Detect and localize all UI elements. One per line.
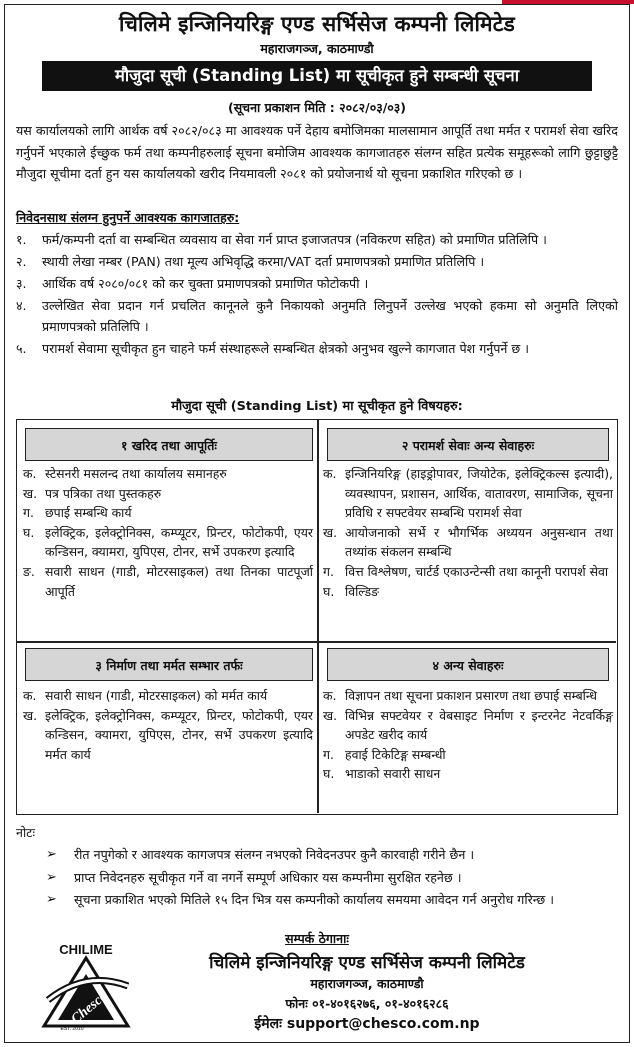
standing-list-table — [16, 419, 618, 815]
list-item — [23, 562, 313, 601]
item-text: उल्लेखित सेवा प्रदान गर्न प्रचलित कानूनले कुनै निकायको अनुमति लिनुपर्ने उल्लेख भएको हकमा सो अनुमति लिएको प्रमाणपत्रको प्रतिलिपि । — [42, 298, 618, 334]
logo-brand: Chesco — [68, 988, 111, 1028]
list-item — [323, 764, 613, 784]
note-text: रीत नपुगेको र आवश्यक कागजपत्र संलग्न नभएको निवेदनउपर कुनै कारवाही गरीने छैन । — [74, 847, 475, 862]
list-item — [323, 523, 613, 562]
group-1-header: १ खरिद तथा आपूर्तिः — [25, 428, 313, 461]
arrow-bullet-icon: ➢ — [46, 847, 57, 862]
list-item — [23, 484, 313, 504]
table-divider-vertical — [317, 420, 319, 813]
item-key: घ. — [323, 583, 335, 599]
publication-date: (सूचना प्रकाशन मिति : २०८२/०३/०३) — [228, 100, 406, 115]
list-item — [323, 706, 613, 745]
list-item — [46, 890, 618, 911]
item-text: परामर्श सेवामा सूचीकृत हुन चाहने फर्म संस्थाहरूले सम्बन्धित क्षेत्रको अनुभव खुल्ने कागजात पेश गर्नुपर्ने छ । — [42, 341, 530, 356]
item-text: छपाई सम्बन्धि कार्य — [45, 505, 132, 521]
item-text: सवारी साधन (गाडी, मोटरसाइकल) को मर्मत कार्य — [45, 688, 268, 703]
group-3-header: ३ निर्माण तथा मर्मत सम्भार तर्फः — [25, 648, 313, 681]
item-key: घ. — [323, 766, 335, 782]
item-number: ५. — [16, 341, 27, 356]
item-key: क. — [323, 466, 337, 481]
list-item — [16, 338, 618, 359]
contact-heading: सम्पर्क ठेगानाः — [285, 931, 349, 946]
contact-phone: फोनः ०१-४०१६२७६, ०१-४०१६२८६ — [285, 996, 449, 1011]
item-text: स्थायी लेखा नम्बर (PAN) तथा मूल्य अभिवृद्धि करमा/VAT दर्ता प्रमाणपत्रको प्रमाणित प्रतिलिपि । — [42, 254, 485, 269]
item-text: इन्जिनियरिङ्ग (हाइड्रोपावर, जियोटेक, इलेक्ट्रिकल्स इत्यादी), व्यवस्थापन, प्रशासन, आर्थिक, वातावरण, सामाजिक, सूचना प्रविधि र सफ्टवेयर सम्बन्धि परामर्श सेवा — [345, 466, 613, 521]
item-key: ख. — [323, 524, 338, 540]
logo-name: CHILIME — [59, 942, 113, 957]
item-key: ख. — [23, 485, 38, 501]
arrow-bullet-icon: ➢ — [46, 892, 57, 907]
item-text: विज्ञापन तथा सूचना प्रकाशन प्रसारण तथा छपाई सम्बन्धि — [345, 688, 597, 703]
item-number: ३. — [16, 276, 27, 291]
list-item — [23, 706, 313, 765]
contact-company: चिलिमे इन्जिनियरिङ्ग एण्ड सर्भिसेज कम्पनी लिमिटेड — [209, 953, 525, 973]
item-key: ग. — [323, 563, 334, 579]
item-key: क. — [23, 466, 37, 481]
item-number: १. — [16, 232, 27, 247]
contact-email: ईमेलः support@chesco.com.np — [254, 1016, 480, 1032]
chesco-logo-icon — [40, 940, 132, 1032]
intro-paragraph: यस कार्यालयको लागि आर्थक वर्ष २०८२/०८३ मा आवश्यक पर्ने देहाय बमोजिमका मालसामान आपूर्ति तथा मर्मत र परामर्श सेवा खरिद गर्नुपर्ने भएकाले ईच्छुक फर्म तथा कम्पनीहरुलाई सूचना बमोजिम आवश्यक कागजातहरु संलग्न सहित प्रत्येक समूहरूको लागि छुट्टाछुट्टै मौजुदा सूचीमा दर्ता हुन यस कार्यालयको खरीद नियमावली २०८१ को प्रयोजनार्थ यो सूचना प्रकाशित गरिएको छ । — [16, 123, 618, 181]
item-text: विल्डिङ — [345, 583, 380, 599]
list-item — [16, 251, 618, 272]
list-item — [16, 229, 618, 250]
arrow-bullet-icon: ➢ — [46, 869, 57, 885]
item-text: आर्थिक वर्ष २०८०/०८१ को कर चुक्ता प्रमाणपत्रको प्रमाणित फोटोकपी । — [42, 276, 369, 291]
group-4-header: ४ अन्य सेवाहरुः — [327, 648, 609, 681]
item-number: ४. — [16, 298, 27, 313]
notice-banner: मौजुदा सूची (Standing List) मा सूचीकृत हुने सम्बन्धी सूचना — [42, 61, 592, 91]
company-address: महाराजगञ्ज, काठमाण्डौ — [260, 41, 374, 56]
list-item — [23, 523, 313, 562]
item-key: ग. — [23, 505, 34, 521]
note-text: सूचना प्रकाशित भएको मितिले १५ दिन भित्र यस कम्पनीको कार्यालय समयमा आवेदन गर्न अनुरोध गरिन्छ । — [74, 892, 554, 907]
item-text: पत्र पत्रिका तथा पुस्तकहरु — [45, 485, 162, 501]
logo-est: EST. 2010 — [60, 1026, 84, 1032]
chesco-logo — [40, 940, 132, 1032]
list-item — [323, 562, 613, 582]
notes-list — [46, 845, 618, 913]
contact-address: महाराजगञ्ज, काठमाण्डौ — [310, 976, 424, 991]
requirements-heading: निवेदनसाथ संलग्न हुनुपर्ने आवश्यक कागजातहरु: — [16, 210, 240, 225]
item-text: इलेक्ट्रिक, इलेक्ट्रोनिक्स, कम्प्यूटर, प्रिन्टर, फोटोकपी, एयर कन्डिसन, क्यामरा, युपिएस, टोनर, सर्भे उपकरण इत्यादि मर्मत कार्य — [45, 707, 313, 762]
item-text: इलेक्ट्रिक, इलेक्ट्रोनिक्स, कम्प्यूटर, प्रिन्टर, फोटोकपी, एयर कन्डिसन, क्यामरा, युपिएस, टोनर, सर्भे उपकरण इत्यादि — [45, 524, 313, 560]
list-item — [23, 503, 313, 523]
item-text: स्टेसनरी मसलन्द तथा कार्यालय समानहरु — [45, 466, 227, 481]
item-text: फर्म/कम्पनी दर्ता वा सम्बन्धित व्यवसाय वा सेवा गर्न प्राप्त इजाजतपत्र (नविकरण सहित) को प्रमाणित प्रतिलिपि । — [42, 232, 547, 247]
list-item — [23, 464, 313, 484]
item-text: विभिन्न सफ्टवेयर र वेबसाइट निर्माण र इन्टरनेट नेटवर्किङ्ग अपडेट खरीद कार्य — [345, 707, 613, 743]
item-number: २. — [16, 254, 27, 269]
item-key: ख. — [323, 707, 338, 723]
item-text: आयोजनाको सर्भे र भौगर्भिक अध्ययन अनुसन्धान तथा तथ्यांक संकलन सम्बन्धि — [345, 524, 613, 560]
group-2-body — [323, 464, 613, 601]
list-item — [323, 745, 613, 765]
item-key: ग. — [323, 746, 334, 762]
item-key: ङ. — [23, 563, 35, 579]
list-item — [46, 845, 618, 866]
list-item — [16, 295, 618, 337]
group-4-body — [323, 686, 613, 784]
list-item — [323, 582, 613, 602]
list-item — [16, 273, 618, 294]
item-text: सवारी साधन (गाडी, मोटरसाइकल) तथा तिनका पाटपूर्जा आपूर्ति — [45, 563, 313, 599]
item-text: वित्त विश्लेषण, चार्टर्ड एकाउन्टेन्सी तथा कानूनी परापर्श सेवा — [345, 563, 609, 579]
item-key: क. — [23, 688, 37, 703]
list-item — [323, 464, 613, 523]
note-text: प्राप्त निवेदनहरु सूचीकृत गर्ने वा नगर्ने सम्पूर्ण अधिकार यस कम्पनीमा सुरक्षित रहनेछ । — [74, 869, 462, 885]
item-text: हवाई टिकेटिङ्ग सम्बन्धी — [345, 746, 446, 762]
table-divider-horizontal — [17, 641, 616, 643]
requirements-list — [16, 229, 618, 360]
item-key: क. — [323, 688, 337, 703]
item-text: भाडाको सवारी साधन — [345, 766, 441, 782]
item-key: ख. — [23, 707, 38, 723]
group-3-body — [23, 686, 313, 764]
group-2-header: २ परामर्श सेवाः अन्य सेवाहरुः — [327, 428, 609, 461]
item-key: घ. — [23, 524, 35, 540]
list-item — [323, 686, 613, 706]
notes-heading: नोटः — [16, 825, 36, 840]
company-title: चिलिमे इन्जिनियरिङ्ग एण्ड सर्भिसेज कम्पनी लिमिटेड — [119, 12, 515, 36]
standing-list-heading: मौजुदा सूची (Standing List) मा सूचीकृत हुने विषयहरु: — [171, 399, 463, 414]
group-1-body — [23, 464, 313, 601]
list-item — [23, 686, 313, 706]
list-item — [46, 868, 618, 889]
